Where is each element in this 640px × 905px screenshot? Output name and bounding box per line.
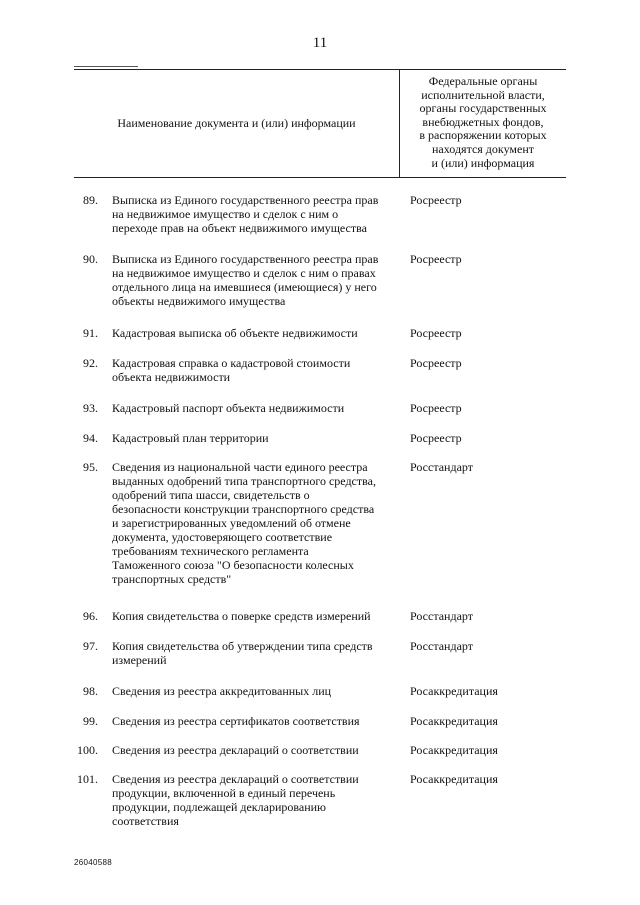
- column-divider: [399, 69, 400, 177]
- agency-name: Росстандарт: [410, 460, 473, 474]
- table-top-rule: [74, 69, 566, 70]
- document-name-line: продукции, включенной в единый перечень: [112, 786, 336, 800]
- agency-name: Росреестр: [410, 431, 462, 445]
- document-name-line: безопасности конструкции транспортного средства: [112, 502, 375, 516]
- document-name-line: Выписка из Единого государственного реестра прав: [112, 252, 379, 266]
- agency-name: Росреестр: [410, 252, 462, 266]
- document-name-line: Сведения из реестра деклараций о соответствии: [112, 772, 359, 786]
- row-number: 99.: [83, 714, 98, 728]
- document-name: [112, 684, 397, 698]
- org-header-line: органы государственных: [419, 101, 547, 116]
- document-name-line: Кадастровая справка о кадастровой стоимости: [112, 356, 351, 370]
- document-name-line: Сведения из реестра деклараций о соответствии: [112, 743, 359, 757]
- org-header-line: внебюджетных фондов,: [422, 114, 544, 129]
- document-name-line: соответствия: [112, 814, 179, 828]
- row-number: 89.: [83, 193, 98, 207]
- row-number: 92.: [83, 356, 98, 370]
- agency-name: Росстандарт: [410, 639, 473, 653]
- agency-name: Росаккредитация: [410, 772, 498, 786]
- table-header-rule: [74, 177, 566, 178]
- document-name: [112, 401, 397, 415]
- document-name-line: на недвижимое имущество и сделок с ним о: [112, 207, 339, 221]
- document-name-line: Сведения из реестра аккредитованных лиц: [112, 684, 332, 698]
- document-name-line: Таможенного союза "О безопасности колесных: [112, 558, 354, 572]
- document-name: [112, 772, 397, 828]
- agency-name: Росреестр: [410, 326, 462, 340]
- org-header-line: в распоряжении которых: [419, 128, 547, 143]
- document-name-line: на недвижимое имущество и сделок с ним о правах: [112, 266, 376, 280]
- document-name-line: Сведения из реестра сертификатов соответствия: [112, 714, 360, 728]
- document-name-line: документа, удостоверяющего соответствие: [112, 530, 333, 544]
- agency-name: Росаккредитация: [410, 684, 498, 698]
- document-name-line: Кадастровый паспорт объекта недвижимости: [112, 401, 345, 415]
- document-name: [112, 356, 397, 384]
- row-number: 90.: [83, 252, 98, 266]
- org-header-line: находятся документ: [432, 141, 534, 156]
- org-header-line: и (или) информация: [431, 155, 535, 170]
- document-name: [112, 639, 397, 667]
- document-name-line: объекта недвижимости: [112, 370, 231, 384]
- row-number: 100.: [77, 743, 98, 757]
- row-number: 101.: [77, 772, 98, 786]
- document-name: [112, 252, 397, 308]
- document-name-line: и зарегистрированных уведомлений об отмене: [112, 516, 351, 530]
- agency-name: Росреестр: [410, 356, 462, 370]
- document-name: [112, 326, 397, 340]
- document-name-line: Копия свидетельства об утверждении типа средств: [112, 639, 373, 653]
- document-name-line: выданных одобрений типа транспортного средства,: [112, 474, 376, 488]
- document-name-line: транспортных средств": [112, 572, 232, 586]
- page-number: 11: [312, 35, 328, 51]
- document-name-line: продукции, подлежащей декларированию: [112, 800, 327, 814]
- row-number: 91.: [83, 326, 98, 340]
- org-header-line: исполнительной власти,: [421, 87, 545, 102]
- document-name: [112, 460, 397, 586]
- agency-name: Росаккредитация: [410, 714, 498, 728]
- document-name-line: требованиям технического регламента: [112, 544, 309, 558]
- agency-name: Росаккредитация: [410, 743, 498, 757]
- document-name: [112, 609, 397, 623]
- document-name: [112, 193, 397, 235]
- header-mark: [74, 66, 138, 67]
- document-name: [112, 714, 397, 728]
- document-name-line: переходе прав на объект недвижимого имущества: [112, 221, 367, 235]
- document-name-line: Кадастровая выписка об объекте недвижимости: [112, 326, 358, 340]
- document-name-line: Кадастровый план территории: [112, 431, 269, 445]
- document-name-line: измерений: [112, 653, 167, 667]
- document-name-line: Сведения из национальной части единого реестра: [112, 460, 368, 474]
- agency-name: Росреестр: [410, 401, 462, 415]
- document-name-line: Выписка из Единого государственного реестра прав: [112, 193, 379, 207]
- document-name-line: Копия свидетельства о поверке средств измерений: [112, 609, 371, 623]
- document-name-line: одобрений типа шасси, свидетельств о: [112, 488, 310, 502]
- agency-name: Росреестр: [410, 193, 462, 207]
- row-number: 97.: [83, 639, 98, 653]
- row-number: 96.: [83, 609, 98, 623]
- agency-name: Росстандарт: [410, 609, 473, 623]
- row-number: 98.: [83, 684, 98, 698]
- row-number: 93.: [83, 401, 98, 415]
- row-number: 95.: [83, 460, 98, 474]
- column-header-org: [401, 75, 565, 170]
- document-name: [112, 743, 397, 757]
- column-header-name: Наименование документа и (или) информации: [117, 116, 356, 130]
- row-number: 94.: [83, 431, 98, 445]
- org-header-line: Федеральные органы: [428, 74, 538, 88]
- document-name-line: объекты недвижимого имущества: [112, 294, 286, 308]
- document-code: 26040588: [74, 858, 112, 867]
- document-name-line: отдельного лица на имевшиеся (имеющиеся) у него: [112, 280, 377, 294]
- document-name: [112, 431, 397, 445]
